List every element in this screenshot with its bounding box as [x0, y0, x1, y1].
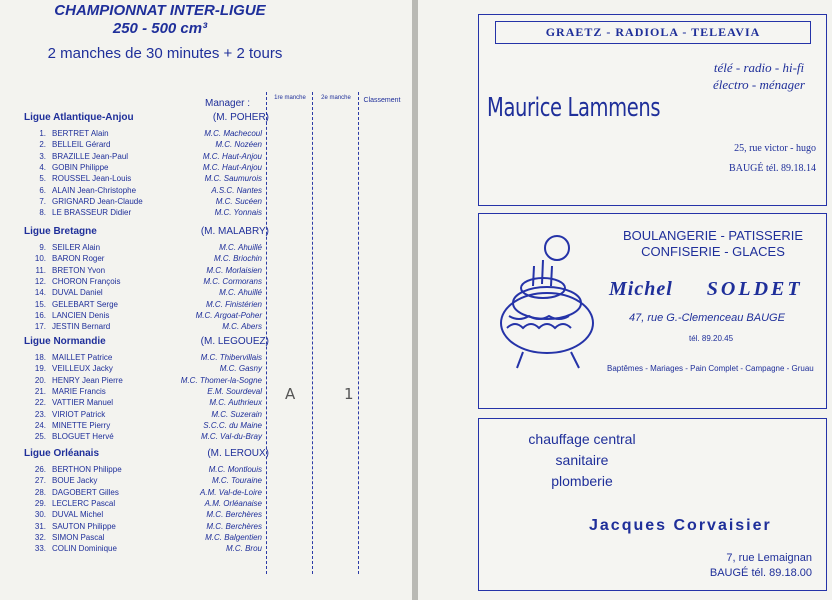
address-line: 25, rue victor - hugo	[734, 143, 816, 154]
rider-club: S.C.C. du Maine	[203, 420, 262, 430]
rider-number: 1.	[39, 129, 46, 138]
service-line: télé - radio - hi-fi	[713, 60, 805, 75]
rider-club: M.C. Thibervillais	[200, 353, 262, 362]
league-manager: (M. MALABRY)	[200, 226, 269, 237]
rider-name: MINETTE Pierry	[52, 420, 111, 430]
rider-name: VEILLEUX Jacky	[52, 364, 113, 374]
rider-name: DUVAL Michel	[52, 510, 104, 520]
rider-name: MARIE Francis	[52, 386, 106, 396]
rider-club: M.C. Sucéen	[215, 196, 262, 206]
rider-number: 22.	[34, 398, 46, 408]
league-heading	[24, 112, 269, 123]
league-name: Ligue Orléanais	[24, 448, 100, 459]
first-name: Michel	[609, 278, 673, 300]
rider-number: 23.	[34, 409, 46, 419]
rider-row	[30, 287, 262, 298]
rider-number: 26.	[34, 465, 46, 474]
rider-name: COLIN Dominique	[52, 544, 117, 554]
rider-club: M.C. Saumurois	[204, 174, 262, 184]
rider-number: 25.	[34, 432, 46, 442]
rider-number: 3.	[39, 151, 46, 161]
column-divider	[358, 92, 359, 574]
rider-row	[30, 253, 262, 264]
rider-number: 32.	[34, 532, 46, 542]
city-tel-line: BAUGÉ tél. 89.18.00	[709, 567, 812, 579]
rider-club: M.C. Montlouis	[208, 465, 262, 474]
rider-row	[30, 276, 262, 287]
race-format: 2 manches de 30 minutes + 2 tours	[47, 45, 283, 62]
ad-phone: tél. 89.20.45	[689, 334, 734, 343]
rider-number: 33.	[34, 544, 46, 554]
rider-name: ROUSSEL Jean-Louis	[52, 174, 132, 184]
rider-club: M.C. Briochin	[213, 254, 262, 264]
rider-number: 30.	[34, 510, 46, 520]
rider-name: BOUE Jacky	[52, 476, 98, 486]
rider-row	[30, 242, 262, 253]
rider-number: 18.	[34, 353, 46, 362]
rider-club: M.C. Finistérien	[205, 299, 262, 309]
rider-name: CHORON François	[52, 276, 121, 286]
ad-business-name: Jacques Corvaisier	[589, 517, 772, 534]
rider-row	[30, 265, 262, 276]
rider-row	[30, 363, 262, 374]
rider-number: 29.	[34, 498, 46, 508]
rider-number: 16.	[34, 310, 46, 320]
left-page	[0, 0, 412, 600]
rider-number: 15.	[34, 299, 46, 309]
rider-club: M.C. Berchères	[206, 521, 262, 531]
rider-number: 11.	[35, 265, 46, 275]
ad-business-name: Maurice Lammens	[487, 93, 661, 123]
rider-club: M.C. Gasny	[219, 364, 262, 374]
rider-club: M.C. Balgentien	[205, 532, 262, 542]
service-line: électro - ménager	[713, 77, 805, 92]
rider-name: LE BRASSEUR Didier	[52, 208, 132, 218]
ad-products: Baptêmes - Mariages - Pain Complet - Campagne - Gruau	[607, 364, 814, 373]
league-heading	[24, 448, 269, 459]
col-second-manche: 2e manche	[321, 95, 351, 101]
rider-row	[30, 420, 262, 431]
trade-line: BOULANGERIE - PATISSERIE	[622, 228, 804, 243]
address-line: 7, rue Lemaignan	[726, 552, 812, 564]
rider-name: DAGOBERT Gilles	[52, 487, 119, 497]
rider-club: M.C. Abers	[222, 322, 262, 332]
rider-row	[30, 397, 262, 408]
rider-club: M.C. Suzerain	[211, 409, 262, 419]
rider-name: GRIGNARD Jean-Claude	[52, 196, 143, 206]
rider-club: M.C. Nozéen	[215, 140, 262, 150]
rider-club: M.C. Authrieux	[209, 398, 262, 408]
last-name: SOLDET	[706, 278, 803, 300]
service-line: sanitaire	[555, 452, 609, 468]
rider-row	[30, 431, 262, 442]
rider-row	[30, 509, 262, 520]
rider-row	[30, 162, 262, 173]
city-tel-line: BAUGÉ tél. 89.18.14	[729, 163, 816, 174]
rider-number: 6.	[39, 185, 46, 195]
rider-club: M.C. Ahuillé	[219, 243, 262, 252]
rider-number: 19.	[34, 364, 46, 374]
ad-corvaisier	[478, 418, 827, 591]
rider-club: M.C. Ahuillé	[219, 288, 262, 298]
ad-brands: GRAETZ - RADIOLA - TELEAVIA	[495, 21, 811, 44]
rider-name: LECLERC Pascal	[52, 498, 116, 508]
rider-name: GELEBART Serge	[52, 299, 118, 309]
rider-number: 24.	[34, 420, 46, 430]
rider-row	[30, 321, 262, 332]
ad-address	[710, 551, 812, 581]
column-divider	[266, 92, 267, 574]
league-name: Ligue Bretagne	[24, 226, 97, 237]
rider-row	[30, 532, 262, 543]
rider-name: SAUTON Philippe	[52, 521, 116, 531]
rider-name: JESTIN Bernard	[52, 322, 111, 332]
rider-club: M.C. Berchères	[206, 510, 262, 520]
service-line: plomberie	[551, 473, 613, 489]
rider-row	[30, 498, 262, 509]
rider-name: SIMON Pascal	[52, 532, 105, 542]
pencil-note: A 1	[285, 385, 376, 403]
league-manager: (M. LEGOUEZ)	[200, 336, 269, 347]
rider-row	[30, 207, 262, 218]
rider-club: M.C. Val-du-Bray	[200, 432, 262, 442]
rider-row	[30, 543, 262, 554]
league-manager: (M. POHER)	[212, 112, 269, 123]
page-title: CHAMPIONNAT INTER-LIGUE	[54, 2, 266, 19]
rider-club: M.C. Cormorans	[203, 276, 262, 286]
rider-number: 20.	[34, 375, 46, 385]
rider-number: 7.	[39, 196, 46, 206]
rider-row	[30, 173, 262, 184]
rider-name: BRETON Yvon	[52, 265, 106, 275]
ad-trades	[608, 228, 818, 260]
rider-club: M.C. Touraine	[212, 476, 262, 486]
manager-label: Manager :	[205, 98, 251, 109]
rider-club: M.C. Morlaisien	[206, 265, 262, 275]
col-classement: Classement	[363, 97, 401, 104]
rider-number: 2.	[39, 140, 46, 150]
league-name: Ligue Normandie	[24, 336, 106, 347]
rider-row	[30, 310, 262, 321]
rider-club: M.C. Thomer-la-Sogne	[180, 375, 262, 385]
page-subtitle: 250 - 500 cm³	[112, 20, 208, 37]
rider-row	[30, 128, 262, 139]
rider-club: A.M. Orléanaise	[204, 498, 262, 508]
rider-club: M.C. Machecoul	[204, 129, 262, 138]
rider-name: GOBIN Philippe	[52, 162, 109, 172]
league-heading	[24, 226, 269, 237]
rider-name: BRAZILLE Jean-Paul	[52, 151, 129, 161]
rider-row	[30, 487, 262, 498]
league-manager: (M. LEROUX)	[207, 448, 269, 459]
rider-row	[30, 464, 262, 475]
rider-number: 8.	[39, 208, 46, 218]
ad-address: 47, rue G.-Clemenceau BAUGE	[629, 312, 785, 324]
rider-club: M.C. Yonnais	[214, 208, 262, 218]
rider-name: BELLEIL Gérard	[52, 140, 111, 150]
rider-row	[30, 386, 262, 397]
rider-row	[30, 299, 262, 310]
rider-row	[30, 151, 262, 162]
rider-number: 10.	[34, 254, 46, 264]
rider-number: 14.	[34, 288, 46, 298]
column-divider	[312, 92, 313, 574]
rider-club: M.C. Argoat-Poher	[195, 310, 262, 320]
rider-club: E.M. Sourdeval	[207, 386, 262, 396]
right-page	[418, 0, 832, 600]
ad-address	[729, 139, 816, 179]
rider-row	[30, 409, 262, 420]
rider-row	[30, 375, 262, 386]
rider-club: A.M. Val-de-Loire	[200, 487, 262, 497]
rider-number: 9.	[39, 243, 46, 252]
rider-number: 31.	[34, 521, 46, 531]
rider-name: BERTRET Alain	[52, 129, 109, 138]
rider-row	[30, 521, 262, 532]
col-first-manche: 1re manche	[274, 95, 306, 101]
rider-club: M.C. Haut-Anjou	[202, 162, 262, 172]
rider-club: M.C. Brou	[225, 544, 262, 554]
rider-number: 21.	[34, 386, 46, 396]
ad-services	[497, 429, 667, 492]
rider-number: 17.	[34, 322, 46, 332]
rider-number: 4.	[39, 162, 46, 172]
rider-row	[30, 196, 262, 207]
rider-name: BARON Roger	[52, 254, 105, 264]
league-name: Ligue Atlantique-Anjou	[24, 112, 134, 123]
rider-club: A.S.C. Nantes	[211, 185, 262, 195]
rider-number: 5.	[39, 174, 46, 184]
rider-club: M.C. Haut-Anjou	[202, 151, 262, 161]
ad-business-name	[609, 278, 803, 301]
service-line: chauffage central	[528, 431, 636, 447]
rider-row	[30, 352, 262, 363]
rider-number: 12.	[34, 276, 46, 286]
ad-services	[704, 59, 814, 93]
rider-name: HENRY Jean Pierre	[52, 375, 123, 385]
trade-line: CONFISERIE - GLACES	[641, 244, 785, 259]
rider-row	[30, 475, 262, 486]
ad-soldet	[478, 213, 827, 409]
rider-name: DUVAL Daniel	[52, 288, 103, 298]
rider-name: SEILER Alain	[52, 243, 101, 252]
rider-name: LANCIEN Denis	[52, 310, 110, 320]
rider-number: 28.	[34, 487, 46, 497]
league-heading	[24, 336, 269, 347]
rider-name: BLOGUET Hervé	[52, 432, 114, 442]
rider-name: VATTIER Manuel	[52, 398, 114, 408]
rider-number: 27.	[34, 476, 46, 486]
rider-row	[30, 139, 262, 150]
rider-name: MAILLET Patrice	[52, 353, 113, 362]
rider-name: BERTHON Philippe	[52, 465, 122, 474]
rider-name: VIRIOT Patrick	[52, 409, 106, 419]
rider-name: ALAIN Jean-Christophe	[52, 185, 137, 195]
ad-lammens	[478, 14, 827, 206]
baker-cake-illustration	[487, 228, 609, 378]
rider-row	[30, 185, 262, 196]
